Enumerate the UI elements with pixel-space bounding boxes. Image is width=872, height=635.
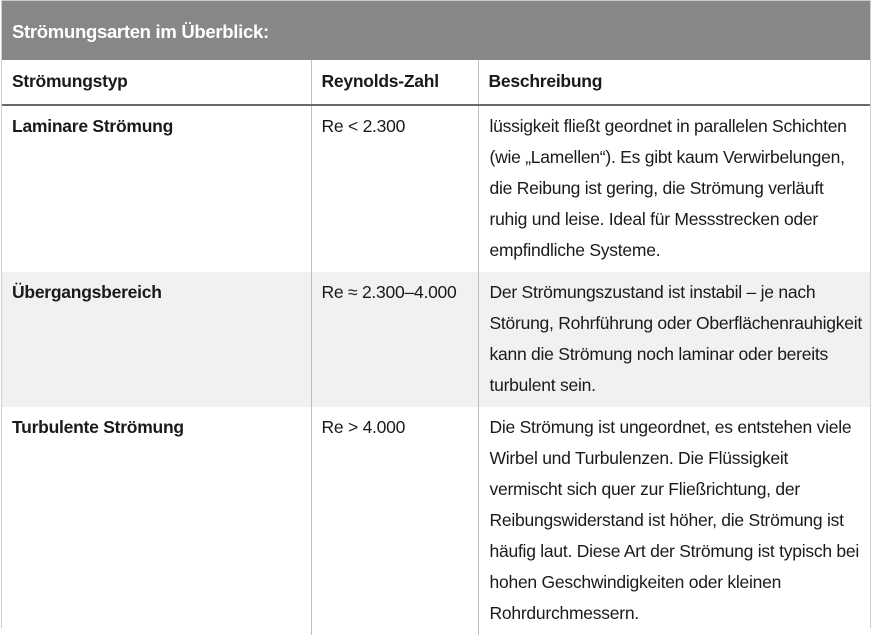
flow-types-table-container bbox=[1, 0, 871, 628]
description-cell bbox=[478, 407, 870, 635]
reynolds-cell bbox=[311, 272, 478, 407]
header-flow-type: Strömungstyp bbox=[2, 60, 311, 105]
table-title: Strömungsarten im Überblick: bbox=[2, 0, 870, 60]
reynolds-text: Re < 2.300 bbox=[321, 116, 406, 136]
flow-type-cell bbox=[2, 407, 311, 635]
description-cell bbox=[478, 272, 870, 407]
table-row bbox=[2, 407, 870, 635]
reynolds-text: Re > 4.000 bbox=[321, 417, 406, 437]
description-text: Der Strömungszustand ist instabil – je nach Störung, Rohrführung oder Oberflächenrauhigkeit kann die Strömung noch laminar oder bereits turbulent sein. bbox=[489, 282, 863, 395]
table-row bbox=[2, 105, 870, 272]
flow-types-table bbox=[2, 60, 870, 635]
description-cell bbox=[478, 105, 870, 272]
flow-type-cell bbox=[2, 272, 311, 407]
flow-type-text: Übergangsbereich bbox=[12, 282, 162, 302]
header-reynolds-number: Reynolds-Zahl bbox=[311, 60, 478, 105]
description-text: lüssigkeit fließt geordnet in parallelen Schichten (wie „Lamellen“). Es gibt kaum Verwirbelungen, die Reibung ist gering, die Strömung verläuft ruhig und leise. Ideal für Messstrecken oder empfindliche Systeme. bbox=[489, 116, 847, 260]
flow-type-text: Turbulente Strömung bbox=[12, 417, 184, 437]
flow-type-text: Laminare Strömung bbox=[12, 116, 174, 136]
flow-type-cell bbox=[2, 105, 311, 272]
reynolds-cell bbox=[311, 105, 478, 272]
reynolds-cell bbox=[311, 407, 478, 635]
table-row bbox=[2, 272, 870, 407]
header-description: Beschreibung bbox=[478, 60, 870, 105]
table-header-row bbox=[2, 60, 870, 105]
description-text: Die Strömung ist ungeordnet, es entstehen viele Wirbel und Turbulenzen. Die Flüssigkeit vermischt sich quer zur Fließrichtung, der Reibungswiderstand ist höher, die Strömung ist häufig laut. Diese Art der Strömung ist typisch bei hohen Geschwindigkeiten oder kleinen Rohrdurchmessern. bbox=[489, 417, 860, 623]
reynolds-text: Re ≈ 2.300–4.000 bbox=[321, 282, 457, 302]
